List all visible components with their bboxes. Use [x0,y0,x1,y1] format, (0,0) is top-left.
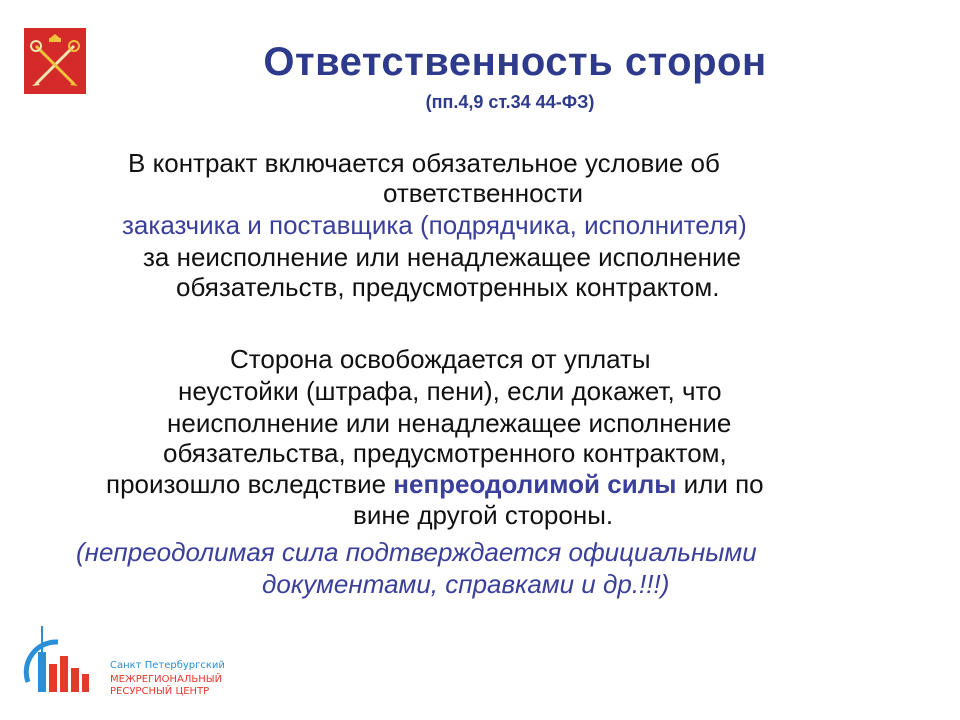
page-subtitle: (пп.4,9 ст.34 44-ФЗ) [425,92,595,112]
para2-line2: неустойки (штрафа, пени), если докажет, что [178,376,722,406]
para2-line5-post: или по [676,469,764,499]
note-line2: документами, справками и др.!!!) [262,569,670,599]
note-line1: (непреодолимая сила подтверждается официальными [76,537,757,567]
logo-icon [22,622,102,700]
para2-line5-pre: произошло вследствие [106,469,394,499]
resource-center-logo [22,622,225,700]
para1-line3: заказчика и поставщика (подрядчика, исполнителя) [122,210,747,240]
para2-line5 [106,469,960,499]
page-title: Ответственность сторон [263,40,767,84]
logo-line3: РЕСУРСНЫЙ ЦЕНТР [110,686,210,697]
para2-line6: вине другой стороны. [353,500,614,530]
para2-line3: неисполнение или ненадлежащее исполнение [167,408,732,438]
para1-line1: В контракт включается обязательное условие об [128,148,720,178]
para2-line1: Сторона освобождается от уплаты [230,344,651,374]
force-majeure-highlight: непреодолимой силы [393,469,677,499]
para2-line4: обязательства, предусмотренного контрактом, [163,438,727,468]
para1-line4: за неисполнение или ненадлежащее исполнение [143,242,741,272]
para1-line5: обязательств, предусмотренных контрактом. [176,272,720,302]
logo-line1: Санкт Петербургский [110,660,225,671]
logo-line2: МЕЖРЕГИОНАЛЬНЫЙ [110,674,223,685]
para1-line2: ответственности [383,178,584,208]
